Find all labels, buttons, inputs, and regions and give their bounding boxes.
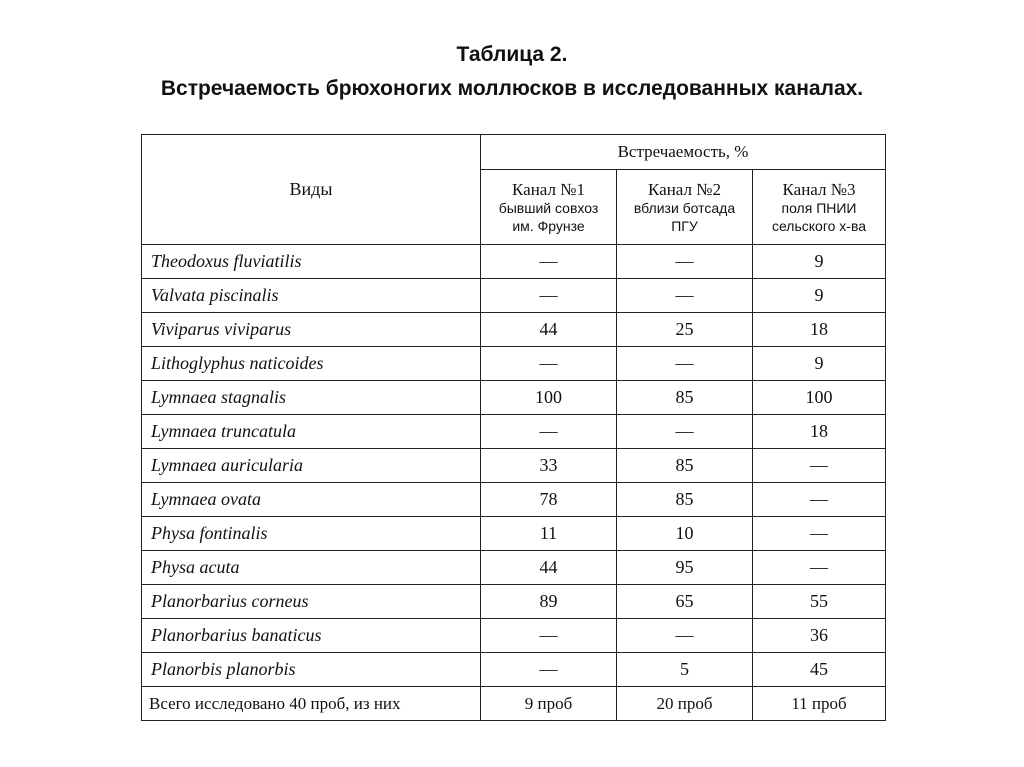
species-name: Lymnaea ovata [142, 483, 481, 517]
canal-3-value: — [753, 517, 886, 551]
canal-3-location-line2: сельского х-ва [771, 217, 867, 234]
species-name: Lymnaea auricularia [142, 449, 481, 483]
canal-3-value: 36 [753, 619, 886, 653]
table-row [142, 279, 886, 313]
table-row [142, 517, 886, 551]
canal-3-value: 9 [753, 279, 886, 313]
species-name: Viviparus viviparus [142, 313, 481, 347]
canal-2-value: — [617, 347, 753, 381]
canal-1-value: — [481, 619, 617, 653]
canal-2-value: 5 [617, 653, 753, 687]
table-row [142, 245, 886, 279]
table-number-heading: Таблица 2. [456, 43, 568, 66]
canal-1-value: — [481, 245, 617, 279]
canal-3-value: — [753, 551, 886, 585]
table-row [142, 653, 886, 687]
canal-2-value: 85 [617, 449, 753, 483]
total-label: Всего исследовано 40 проб, из них [142, 687, 481, 721]
canal-1-header [481, 170, 617, 245]
canal-1-value: — [481, 279, 617, 313]
canal-1-value: 11 [481, 517, 617, 551]
canal-3-value: 45 [753, 653, 886, 687]
canal-3-header [753, 170, 886, 245]
canal-2-value: — [617, 245, 753, 279]
canal-3-value: — [753, 483, 886, 517]
canal-1-value: 44 [481, 551, 617, 585]
canal-3-value: 9 [753, 245, 886, 279]
table-row [142, 347, 886, 381]
species-name: Lymnaea truncatula [142, 415, 481, 449]
canal-1-name: Канал №1 [512, 179, 585, 199]
table-title: Встречаемость брюхоногих моллюсков в исследованных каналах. [160, 77, 864, 100]
table-row [142, 551, 886, 585]
canal-3-value: — [753, 449, 886, 483]
canal-1-value: 89 [481, 585, 617, 619]
canal-1-value: — [481, 415, 617, 449]
species-name: Lymnaea stagnalis [142, 381, 481, 415]
canal-1-location-line2: им. Фрунзе [512, 217, 585, 234]
table-row [142, 381, 886, 415]
table-row [142, 313, 886, 347]
canal-1-value: 44 [481, 313, 617, 347]
canal-1-total: 9 проб [481, 687, 617, 721]
canal-2-value: 25 [617, 313, 753, 347]
canal-2-value: — [617, 415, 753, 449]
canal-3-value: 18 [753, 415, 886, 449]
table-row [142, 449, 886, 483]
canal-2-location-line1: вблизи ботсада [633, 199, 736, 216]
canal-1-value: — [481, 653, 617, 687]
canal-1-value: 100 [481, 381, 617, 415]
canal-2-value: 95 [617, 551, 753, 585]
total-row [142, 687, 886, 721]
table-row [142, 483, 886, 517]
species-name: Valvata piscinalis [142, 279, 481, 313]
canal-3-name: Канал №3 [782, 179, 856, 199]
canal-2-value: — [617, 619, 753, 653]
species-name: Lithoglyphus naticoides [142, 347, 481, 381]
canal-3-total: 11 проб [753, 687, 886, 721]
canal-2-value: — [617, 279, 753, 313]
canal-2-location-line2: ПГУ [671, 217, 698, 234]
table-row [142, 415, 886, 449]
species-name: Theodoxus fluviatilis [142, 245, 481, 279]
canal-2-value: 10 [617, 517, 753, 551]
table-row [142, 619, 886, 653]
species-name: Planorbis planorbis [142, 653, 481, 687]
canal-2-value: 65 [617, 585, 753, 619]
species-name: Physa fontinalis [142, 517, 481, 551]
species-column-header: Виды [142, 135, 481, 245]
canal-3-value: 9 [753, 347, 886, 381]
occurrence-group-header: Встречаемость, % [481, 135, 886, 170]
table-row [142, 585, 886, 619]
canal-2-value: 85 [617, 381, 753, 415]
occurrence-table [141, 134, 886, 721]
species-name: Planorbarius banaticus [142, 619, 481, 653]
canal-1-location-line1: бывший совхоз [498, 199, 599, 216]
species-name: Physa acuta [142, 551, 481, 585]
canal-2-header [617, 170, 753, 245]
species-name: Planorbarius corneus [142, 585, 481, 619]
canal-2-total: 20 проб [617, 687, 753, 721]
canal-3-location-line1: поля ПНИИ [781, 199, 857, 216]
canal-3-value: 100 [753, 381, 886, 415]
canal-2-value: 85 [617, 483, 753, 517]
canal-1-value: 33 [481, 449, 617, 483]
canal-3-value: 55 [753, 585, 886, 619]
canal-2-name: Канал №2 [648, 179, 721, 199]
canal-3-value: 18 [753, 313, 886, 347]
canal-1-value: — [481, 347, 617, 381]
canal-1-value: 78 [481, 483, 617, 517]
